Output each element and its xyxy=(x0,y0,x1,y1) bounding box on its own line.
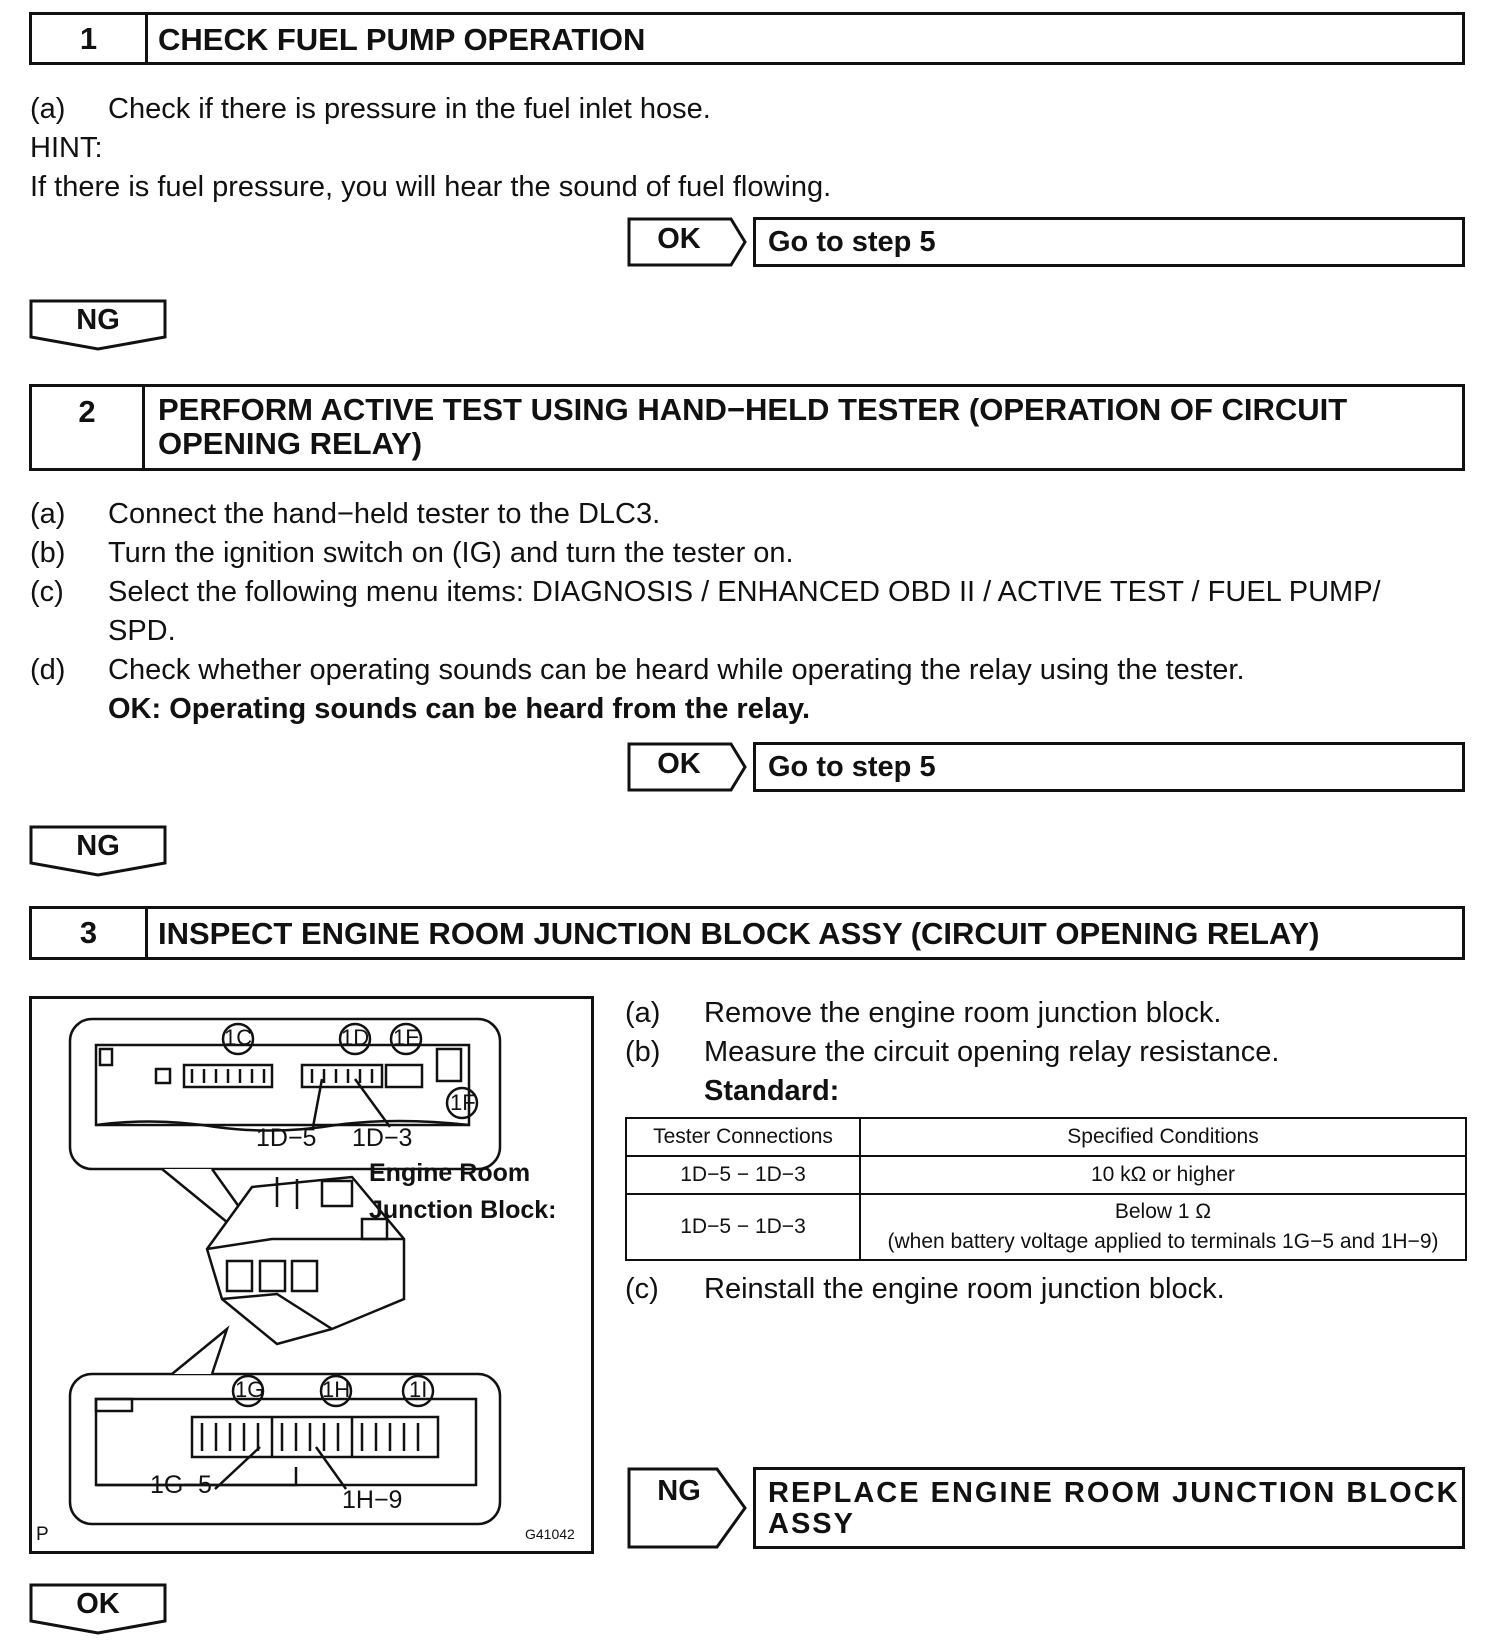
item-marker: (d) xyxy=(30,654,66,686)
connector-label: 1F xyxy=(450,1090,476,1115)
hint-text: If there is fuel pressure, you will hear the sound of fuel flowing. xyxy=(30,171,832,203)
step-2-header xyxy=(29,384,1465,471)
step-title: INSPECT ENGINE ROOM JUNCTION BLOCK ASSY (CIRCUIT OPENING RELAY) xyxy=(158,916,1320,951)
figure-label-line2: Junction Block: xyxy=(369,1196,557,1224)
item-marker: (c) xyxy=(30,576,64,608)
ok-label: OK xyxy=(76,1588,120,1620)
item-marker: (b) xyxy=(625,1036,661,1068)
item-text: Remove the engine room junction block. xyxy=(704,997,1222,1029)
ng-label: NG xyxy=(657,1475,701,1507)
step-title-line1: PERFORM ACTIVE TEST USING HAND−HELD TESTER (OPERATION OF CIRCUIT xyxy=(158,392,1348,427)
terminal-label: 1D−3 xyxy=(352,1124,413,1152)
step-1-header xyxy=(29,12,1465,65)
figure-code: G41042 xyxy=(525,1526,575,1542)
ng-label: NG xyxy=(76,304,120,336)
ng-arrow-box xyxy=(627,1467,747,1549)
figure-corner-mark: P xyxy=(36,1524,49,1545)
ng-result-line2: ASSY xyxy=(768,1508,855,1540)
table-header: Tester Connections xyxy=(626,1118,860,1156)
ok-arrow-box xyxy=(627,742,747,792)
item-text: Reinstall the engine room junction block. xyxy=(704,1273,1225,1305)
connector-label: 1D xyxy=(341,1025,370,1050)
table-cell: 1D−5 − 1D−3 xyxy=(626,1156,860,1194)
step-number: 1 xyxy=(32,15,148,62)
terminal-label: 1G−5 xyxy=(150,1471,212,1499)
step-title-line2: OPENING RELAY) xyxy=(158,426,423,461)
standard-table xyxy=(625,1117,1467,1261)
item-text: Measure the circuit opening relay resistance. xyxy=(704,1036,1280,1068)
standard-label: Standard: xyxy=(704,1075,840,1107)
ok-label: OK xyxy=(657,223,701,255)
table-row xyxy=(626,1194,1466,1260)
item-text-cont: SPD. xyxy=(108,615,176,647)
step-title: CHECK FUEL PUMP OPERATION xyxy=(158,22,646,57)
ok-result-box: Go to step 5 xyxy=(753,742,1465,792)
terminal-label: 1D−5 xyxy=(256,1124,317,1152)
connector-label: 1E xyxy=(393,1025,420,1050)
item-marker: (b) xyxy=(30,537,66,569)
table-cell-line: (when battery voltage applied to terminals 1G−5 and 1H−9) xyxy=(887,1230,1439,1253)
table-cell: 1D−5 − 1D−3 xyxy=(626,1194,860,1260)
ok-spec: OK: Operating sounds can be heard from the relay. xyxy=(108,693,811,725)
ng-result-box xyxy=(753,1467,1465,1549)
junction-block-figure xyxy=(29,996,594,1554)
ok-tab xyxy=(29,1583,167,1635)
hint-label: HINT: xyxy=(30,132,103,164)
table-cell: 10 kΩ or higher xyxy=(860,1156,1466,1194)
figure-label-line1: Engine Room xyxy=(369,1159,531,1187)
table-row xyxy=(626,1156,1466,1194)
ng-tab xyxy=(29,825,167,877)
step-3-header xyxy=(29,906,1465,960)
item-marker: (a) xyxy=(30,93,66,125)
connector-label: 1I xyxy=(409,1377,428,1402)
ok-result-box: Go to step 5 xyxy=(753,217,1465,267)
ng-tab xyxy=(29,299,167,351)
item-text: Check whether operating sounds can be heard while operating the relay using the tester. xyxy=(108,654,1245,686)
step-number: 2 xyxy=(32,387,145,468)
item-text: Connect the hand−held tester to the DLC3. xyxy=(108,498,661,530)
connector-label: 1G xyxy=(235,1377,265,1402)
ng-label: NG xyxy=(76,830,120,862)
item-marker: (a) xyxy=(30,498,66,530)
item-text: Check if there is pressure in the fuel inlet hose. xyxy=(108,93,711,125)
table-cell-line: Below 1 Ω xyxy=(1114,1200,1212,1223)
step-number: 3 xyxy=(32,909,148,957)
ok-arrow-box xyxy=(627,217,747,267)
junction-block-diagram xyxy=(32,999,591,1551)
table-header-row xyxy=(626,1118,1466,1156)
connector-label: 1C xyxy=(224,1025,253,1050)
item-marker: (a) xyxy=(625,997,661,1029)
ok-label: OK xyxy=(657,748,701,780)
terminal-label: 1H−9 xyxy=(342,1486,403,1514)
item-text: Turn the ignition switch on (IG) and turn the tester on. xyxy=(108,537,794,569)
connector-label: 1H xyxy=(322,1377,351,1402)
item-text: Select the following menu items: DIAGNOSIS / ENHANCED OBD II / ACTIVE TEST / FUEL PUMP/ xyxy=(108,576,1381,608)
table-cell xyxy=(860,1194,1466,1260)
table-header: Specified Conditions xyxy=(860,1118,1466,1156)
ng-result-line1: REPLACE ENGINE ROOM JUNCTION BLOCK xyxy=(768,1477,1460,1509)
item-marker: (c) xyxy=(625,1273,659,1305)
